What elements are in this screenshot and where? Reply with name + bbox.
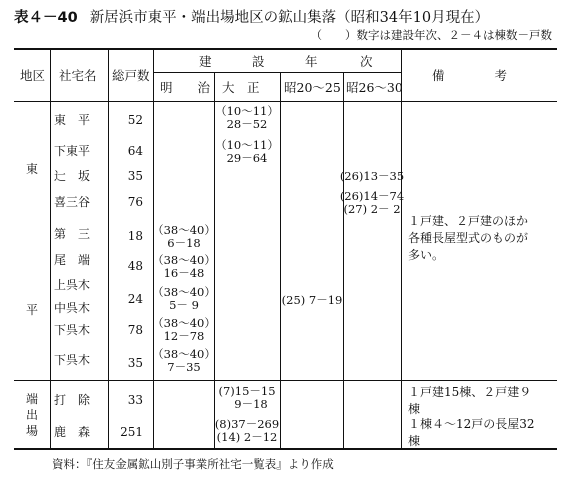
cell-count: (14) 2－12	[216, 430, 278, 444]
col-rule-name	[108, 50, 109, 448]
area-hadeba-2: 出	[26, 408, 39, 422]
remark-higashihira	[408, 213, 528, 264]
cell-year: （10～11）	[215, 104, 279, 118]
remark-line: 棟	[408, 402, 421, 416]
col-rule-showa1	[343, 73, 344, 448]
remark-line: 各種長屋型式のものが	[408, 231, 529, 245]
header-meiji: 明 治	[160, 80, 211, 95]
cell-count: (7)15－15	[218, 384, 276, 398]
cell-count: 16－48	[163, 266, 205, 280]
remark-uchinoke	[408, 384, 531, 418]
row-name: 第 三	[54, 227, 91, 241]
row-name: 下呉木	[54, 353, 91, 367]
row-total: 35	[127, 169, 143, 183]
row-name: 鹿 森	[54, 425, 91, 439]
cell-year: （38～40）	[152, 223, 216, 237]
row-total: 78	[127, 323, 143, 337]
row-total: 18	[127, 229, 143, 243]
header-rule-bottom	[14, 101, 557, 102]
table-note: （ ）数字は建設年次、２－４は棟数－戸数	[310, 28, 552, 42]
cell-year: （38～40）	[152, 347, 216, 361]
data-table	[14, 48, 557, 450]
row-name: 喜三谷	[54, 195, 91, 209]
row-name: 上呉木	[54, 278, 91, 292]
header-construction-1: 建	[199, 54, 212, 69]
row-name: 尾 端	[54, 253, 91, 267]
header-remarks: 備 考	[432, 68, 508, 83]
header-construction-3: 年	[305, 54, 318, 69]
row-total: 52	[127, 113, 143, 127]
area-hadeba-3: 場	[26, 424, 39, 438]
table-number: 表４－40	[14, 10, 78, 26]
area-higashihira-1: 東	[26, 162, 39, 176]
section-rule	[14, 380, 557, 381]
row-total: 24	[127, 292, 143, 306]
row-name: 打 除	[54, 393, 91, 407]
cell-year: （38～40）	[152, 316, 216, 330]
cell-count: (26)14－74	[339, 189, 405, 203]
remark-line: 棟	[408, 434, 421, 448]
cell-count: 12－78	[163, 329, 205, 343]
remark-line: １棟４～12戸の長屋32	[408, 417, 535, 431]
cell-count: 29－64	[226, 151, 268, 165]
row-name: 中呉木	[54, 301, 91, 315]
remark-line: １戸建、２戸建のほか	[408, 214, 529, 228]
remark-line: １戸建15棟、２戸建９	[408, 385, 532, 399]
cell-count: 28－52	[226, 117, 268, 131]
row-total: 33	[127, 393, 143, 407]
header-taisho: 大 正	[222, 80, 260, 95]
cell-year: （10～11）	[215, 138, 279, 152]
cell-year: （38～40）	[152, 285, 216, 299]
col-rule-showa2	[401, 50, 402, 448]
header-showa2: 昭26～30	[346, 80, 403, 95]
header-households: 総戸数	[112, 68, 150, 83]
row-name: 辷 坂	[54, 169, 91, 183]
cell-count: (8)37－269	[214, 417, 280, 431]
remark-kanomori	[408, 416, 535, 450]
row-total: 35	[127, 356, 143, 370]
table-title	[14, 6, 489, 27]
row-total: 76	[127, 195, 143, 209]
source-note: 資料：『住友金属鉱山別子事業所社宅一覧表』より作成	[52, 457, 334, 471]
table-title-text: 新居浜市東平・端出場地区の鉱山集落（昭和34年10月現在）	[89, 10, 490, 26]
cell-count: (27) 2－ 2	[343, 202, 401, 216]
remark-line: 多い。	[408, 248, 445, 262]
header-construction-2: 設	[252, 54, 265, 69]
col-rule-total	[153, 50, 154, 448]
col-rule-taisho	[280, 73, 281, 448]
cell-count: (26)13－35	[339, 169, 405, 183]
cell-count: 9－18	[234, 397, 268, 411]
cell-count: 5－ 9	[169, 298, 199, 312]
header-housing: 社宅名	[59, 68, 97, 83]
col-rule-area	[50, 50, 51, 448]
header-construction-4: 次	[360, 54, 373, 69]
cell-count: (25) 7－19	[281, 293, 343, 307]
row-name: 下呉木	[54, 323, 91, 337]
row-total: 48	[127, 259, 143, 273]
area-higashihira-2: 平	[26, 303, 39, 317]
header-showa1: 昭20～25	[284, 80, 341, 95]
row-total: 251	[120, 425, 143, 439]
row-total: 64	[127, 144, 143, 158]
row-name: 下東平	[54, 144, 91, 158]
cell-count: 6－18	[167, 236, 201, 250]
cell-count: 7－35	[167, 360, 201, 374]
header-area: 地区	[20, 68, 46, 83]
header-rule-construction	[153, 72, 401, 73]
area-hadeba-1: 端	[26, 392, 39, 406]
cell-year: （38～40）	[152, 253, 216, 267]
row-name: 東 平	[54, 113, 91, 127]
